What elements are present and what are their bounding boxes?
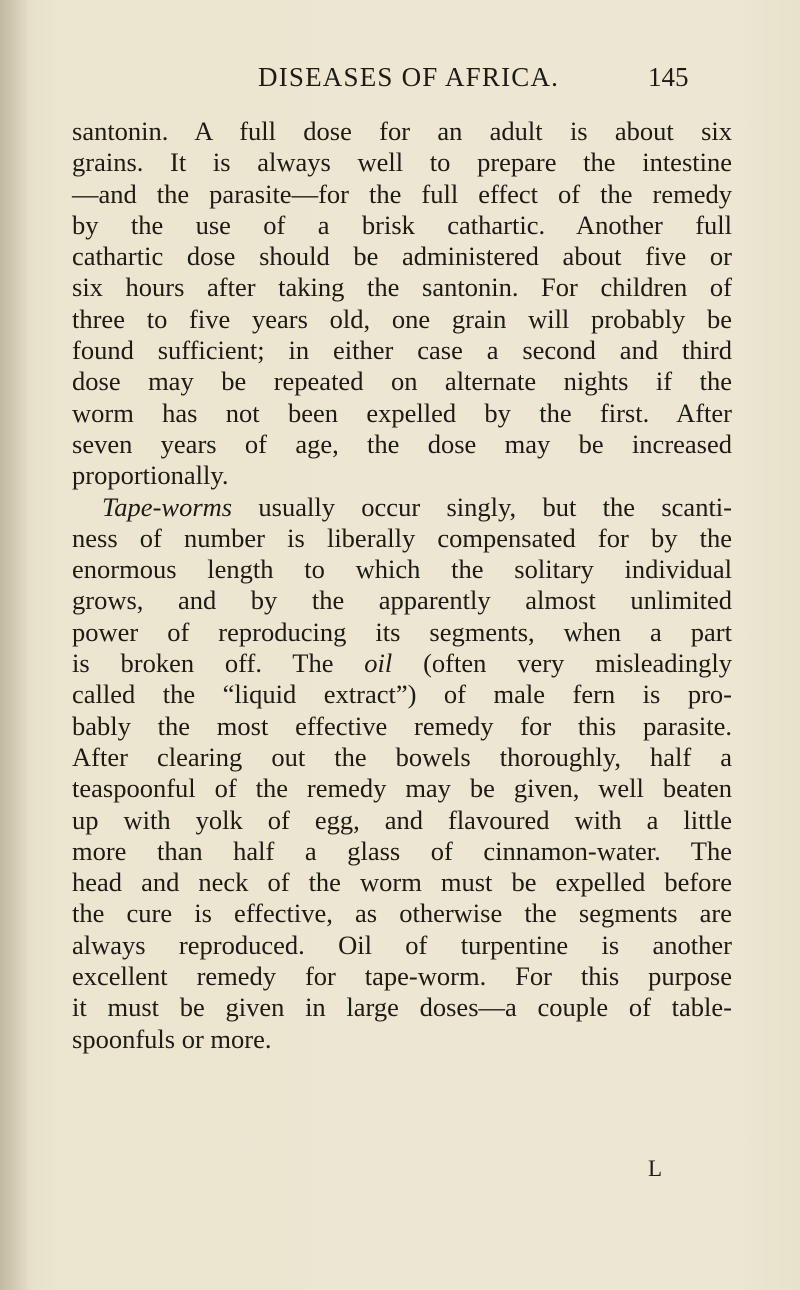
binding-shadow [0, 0, 30, 1290]
signature-mark: L [648, 1156, 663, 1181]
body-text [72, 116, 732, 1055]
text-line: worm has not been expelled by the first. After [72, 397, 732, 428]
text-line: dose may be repeated on alternate nights if the [72, 366, 732, 397]
page-number: 145 [648, 62, 689, 92]
text-line: cathartic dose should be administered about five or [72, 241, 732, 272]
text-fragment: (often very misleadingly [392, 648, 732, 679]
text-line: three to five years old, one grain will probably be [72, 303, 732, 334]
text-line: the cure is effective, as otherwise the segments are [72, 898, 732, 929]
text-line: bably the most effective remedy for this parasite. [72, 710, 732, 741]
text-line: seven years of age, the dose may be increased [72, 428, 732, 459]
text-line: six hours after taking the santonin. For children of [72, 272, 732, 303]
text-fragment: is broken off. The [72, 648, 365, 679]
text-line: teaspoonful of the remedy may be given, well beaten [72, 773, 732, 804]
text-line [72, 492, 732, 523]
text-line: it must be given in large doses—a couple of table- [72, 992, 732, 1023]
text-fragment: usually occur singly, but the scanti- [232, 491, 732, 522]
text-line: grains. It is always well to prepare the intestine [72, 147, 732, 178]
text-line: excellent remedy for tape-worm. For this purpose [72, 961, 732, 992]
text-line: always reproduced. Oil of turpentine is another [72, 929, 732, 960]
text-line: up with yolk of egg, and flavoured with a little [72, 804, 732, 835]
running-title: DISEASES OF AFRICA. [258, 62, 560, 92]
text-line: santonin. A full dose for an adult is about six [72, 116, 732, 146]
text-line: spoonfuls or more. [72, 1023, 272, 1054]
text-line: more than half a glass of cinnamon-water. The [72, 835, 732, 866]
text-line: After clearing out the bowels thoroughly, half a [72, 741, 732, 772]
text-line: grows, and by the apparently almost unlimited [72, 585, 732, 616]
italic-term-tape-worms: Tape-worms [102, 491, 233, 522]
italic-term-oil: oil [364, 648, 393, 679]
text-line: ness of number is liberally compensated for by the [72, 522, 732, 553]
page-header [0, 62, 800, 102]
text-line: power of reproducing its segments, when a part [72, 616, 732, 647]
text-line: by the use of a brisk cathartic. Another full [72, 209, 732, 240]
text-line: head and neck of the worm must be expelled before [72, 867, 732, 898]
text-line: enormous length to which the solitary individual [72, 554, 732, 585]
text-line: called the “liquid extract”) of male fern is pro- [72, 679, 732, 710]
text-line: found sufficient; in either case a second and third [72, 335, 732, 366]
text-line: —and the parasite—for the full effect of the remedy [72, 178, 732, 209]
text-line [72, 648, 732, 679]
text-line: proportionally. [72, 460, 229, 491]
